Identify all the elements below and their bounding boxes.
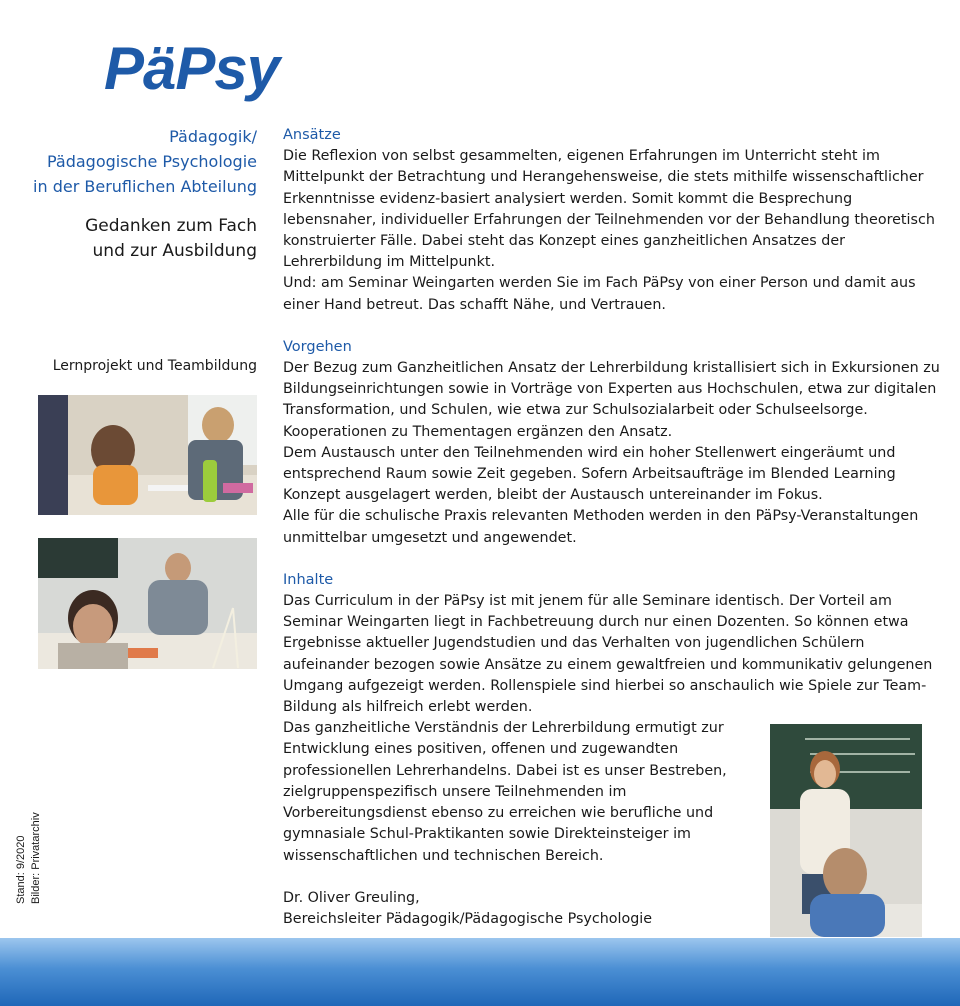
paragraph: Die Reflexion von selbst gesammelten, eigenen Erfahrungen im Unterricht steht im Mittelpunkt der Betrachtung und Herangehensweise, die stets mithilfe wissenschaftlicher Erkenntnisse evidenz-basiert analysiert werden. Somit kommt die Besprechung lebensnaher, individueller Erfahrungen der Teilnehmenden vor der Behandlung theoretisch konstruierter Fälle. Dabei steht das Konzept eines ganzheitlichen Ansatzes der Lehrerbildung im Mittelpunkt. bbox=[283, 148, 935, 271]
image-credits bbox=[14, 812, 44, 904]
subtitle-line: in der Beruflichen Abteilung bbox=[33, 177, 257, 196]
subtitle-line: Pädagogische Psychologie bbox=[46, 152, 257, 171]
tagline-line: Gedanken zum Fach bbox=[85, 216, 257, 236]
section-heading-ansaetze: Ansätze bbox=[283, 127, 341, 143]
paragraph: Dem Austausch unter den Teilnehmenden wird ein hoher Stellenwert eingeräumt und entsprechend Raum sowie Zeit gegeben. Sofern Arbeitsaufträge im Blended Learning Konzept ausgelagert werden, bleibt der Austausch untereinander im Fokus. bbox=[283, 444, 896, 504]
logo: PäPsy bbox=[104, 35, 280, 102]
section-heading-inhalte: Inhalte bbox=[283, 571, 334, 588]
section-heading-vorgehen: Vorgehen bbox=[283, 338, 352, 355]
tagline bbox=[0, 214, 257, 264]
paragraph: Und: am Seminar Weingarten werden Sie im Fach PäPsy von einer Person und damit aus einer Hand betreut. Das schafft Nähe, und Vertrauen. bbox=[283, 275, 916, 313]
wrapped-text-block bbox=[283, 718, 758, 930]
tagline-line: und zur Ausbildung bbox=[92, 241, 257, 261]
paragraph: Alle für die schulische Praxis relevanten Methoden werden in den PäPsy-Veranstaltungen unmittelbar umgesetzt und angewendet. bbox=[283, 508, 919, 546]
credits-bilder: Bilder: Privatarchiv bbox=[30, 812, 42, 904]
subtitle-line: Pädagogik/ bbox=[169, 127, 257, 146]
paragraph: Das Curriculum in der PäPsy ist mit jenem für alle Seminare identisch. Der Vorteil am Seminar Weingarten liegt in Fachbetreuung durch nur einen Dozenten. So können etwa Ergebnisse aktueller Jugendstudien und das Verhalten von jugendlichen Schülern aufeinander bezogen sowie Ansätze zu einem gewaltfreien und kommunikativ gelungenen Umgang aufgezeigt werden. Rollenspiele sind hierbei so anschaulich wie Spiele zur Team-Bildung als hilfreich erlebt werden. bbox=[283, 593, 933, 716]
photo-team-activity bbox=[38, 395, 257, 515]
credits-stand: Stand: 9/2020 bbox=[15, 835, 27, 904]
photo-caption: Lernprojekt und Teambildung bbox=[52, 358, 257, 374]
footer-band bbox=[0, 938, 960, 1006]
paragraph: Der Bezug zum Ganzheitlichen Ansatz der Lehrerbildung kristallisiert sich in Exkursionen zu Bildungseinrichtungen sowie in Vorträge von Experten aus Hochschulen, etwa zur digitalen Transformation, und Schulen, wie etwa zur Schulsozialarbeit oder Schulseelsorge. Kooperationen zu Thementagen ergänzen den Ansatz. bbox=[283, 360, 940, 440]
photo-group-work bbox=[38, 538, 257, 669]
department-subtitle bbox=[0, 124, 257, 199]
signature-role: Bereichsleiter Pädagogik/Pädagogische Psychologie bbox=[283, 910, 653, 927]
signature-name: Dr. Oliver Greuling, bbox=[283, 889, 420, 906]
main-content bbox=[283, 125, 943, 930]
paragraph: Das ganzheitliche Verständnis der Lehrerbildung ermutigt zur Entwicklung eines positiven, offenen und zugewandten professionellen Lehrerhandelns. Dabei ist es unser Bestreben, zielgruppenspezifisch unsere Teilnehmenden im Vorbereitungsdienst ebenso zu erreichen wie berufliche und gymnasiale Schul-Praktikanten sowie Direkteinsteiger im wissenschaftlichen und technischen Bereich. bbox=[283, 720, 727, 864]
